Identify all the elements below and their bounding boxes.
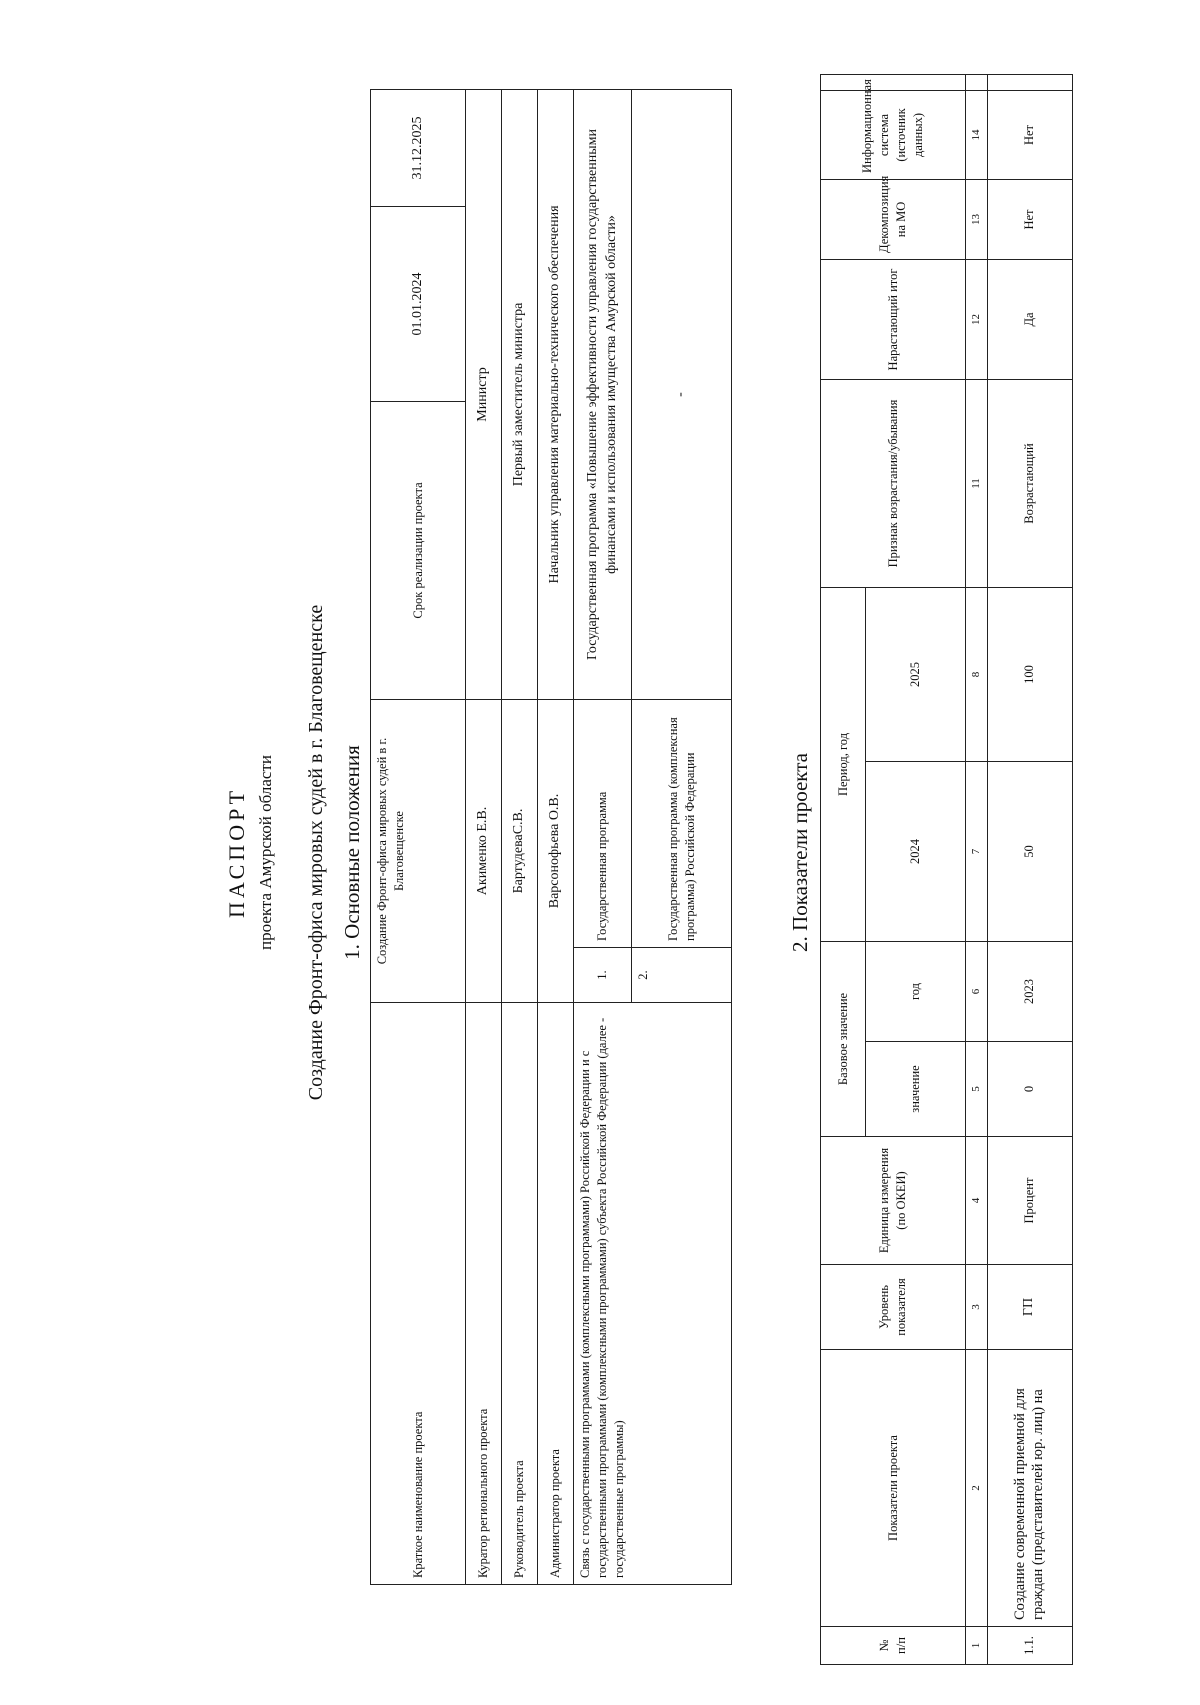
document-title: ПАСПОРТ — [224, 786, 249, 919]
link-row-type: Государственная программа (комплексная программа) Российской Федерации — [632, 699, 732, 947]
col-number: 4 — [966, 1137, 988, 1265]
col-number: 11 — [966, 379, 988, 587]
header-unit: Единица измерения (по ОКЕИ) — [821, 1137, 966, 1265]
header-base-value: значение — [866, 1042, 966, 1137]
admin-name: Варсонофьева О.В. — [538, 699, 574, 1002]
header-infosystem: Информационная система (источник данных) — [821, 90, 966, 179]
main-provisions-table — [370, 89, 732, 1585]
col-number: 3 — [966, 1265, 988, 1350]
row-infosystem: Нет — [987, 90, 1072, 179]
project-indicators-table — [820, 74, 1073, 1665]
col-number: 13 — [966, 179, 988, 259]
col-number: 2 — [966, 1350, 988, 1627]
admin-position: Начальник управления материально-технического обеспечения — [538, 89, 574, 699]
col-number: 1 — [966, 1627, 988, 1665]
row-value-2024: 50 — [987, 761, 1072, 941]
leader-label: Руководитель проекта — [502, 1003, 538, 1585]
leader-name: БартудеваС.В. — [502, 699, 538, 1002]
header-level: Уровень показателя — [821, 1265, 966, 1350]
row-indicator-name: Создание современной приемной для граждан (представителей юр. лиц) на — [987, 1350, 1072, 1627]
section1-heading: 1. Основные положения — [340, 745, 364, 960]
header-base-year: год — [866, 941, 966, 1041]
table-row — [987, 74, 1072, 1664]
link-row-number: 2. — [632, 948, 732, 1003]
col-number: 8 — [966, 587, 988, 761]
short-name-label: Краткое наименование проекта — [371, 1003, 466, 1585]
leader-position: Первый заместитель министра — [502, 89, 538, 699]
col-number: 14 — [966, 90, 988, 179]
table-edge-stub — [821, 74, 966, 90]
header-base: Базовое значение — [821, 941, 866, 1136]
col-number: 12 — [966, 259, 988, 379]
table-edge-stub — [966, 74, 988, 90]
link-row-value: - — [632, 89, 732, 699]
link-row-value: Государственная программа «Повышение эффективности управления государственными финансами и использования имущества Амурской области» — [574, 89, 632, 699]
row-decomposition: Нет — [987, 179, 1072, 259]
col-number: 6 — [966, 941, 988, 1041]
admin-label: Администратор проекта — [538, 1003, 574, 1585]
link-row-type: Государственная программа — [574, 699, 632, 947]
program-link-label: Связь с государственными программами (комплексными программами) Российской Федерации и с государственными программами (комплексными программами) субъекта Российской Федерации (далее - государственные программы) — [574, 1003, 732, 1585]
row-num: 1.1. — [987, 1627, 1072, 1665]
period-label: Срок реализации проекта — [371, 401, 466, 699]
section2-heading: 2. Показатели проекта — [788, 753, 812, 952]
header-year-2024: 2024 — [866, 761, 966, 941]
row-cumulative: Да — [987, 259, 1072, 379]
header-num: № п/п — [821, 1627, 966, 1665]
link-row-number: 1. — [574, 948, 632, 1003]
row-sign: Возрастающий — [987, 379, 1072, 587]
header-sign: Признак возрастания/убывания — [821, 379, 966, 587]
header-year-2025: 2025 — [866, 587, 966, 761]
start-date: 01.01.2024 — [371, 206, 466, 401]
curator-label: Куратор регионального проекта — [466, 1003, 502, 1585]
document-subtitle: проекта Амурской области — [256, 755, 275, 950]
col-number: 7 — [966, 761, 988, 941]
table-edge-stub — [987, 74, 1072, 90]
row-base-year: 2023 — [987, 941, 1072, 1041]
curator-position: Министр — [466, 89, 502, 699]
row-base-value: 0 — [987, 1042, 1072, 1137]
end-date: 31.12.2025 — [371, 89, 466, 206]
project-name-heading: Создание Фронт-офиса мировых судей в г. Благовещенске — [305, 604, 327, 1101]
short-name-value: Создание Фронт-офиса мировых судей в г. Благовещенске — [371, 699, 466, 1002]
row-unit: Процент — [987, 1137, 1072, 1265]
header-indicators: Показатели проекта — [821, 1350, 966, 1627]
header-period: Период, год — [821, 587, 866, 941]
curator-name: Акименко Е.В. — [466, 699, 502, 1002]
header-cumulative: Нарастающий итог — [821, 259, 966, 379]
row-value-2025: 100 — [987, 587, 1072, 761]
row-level: ГП — [987, 1265, 1072, 1350]
col-number: 5 — [966, 1042, 988, 1137]
header-decomposition: Декомпозиция на МО — [821, 179, 966, 259]
